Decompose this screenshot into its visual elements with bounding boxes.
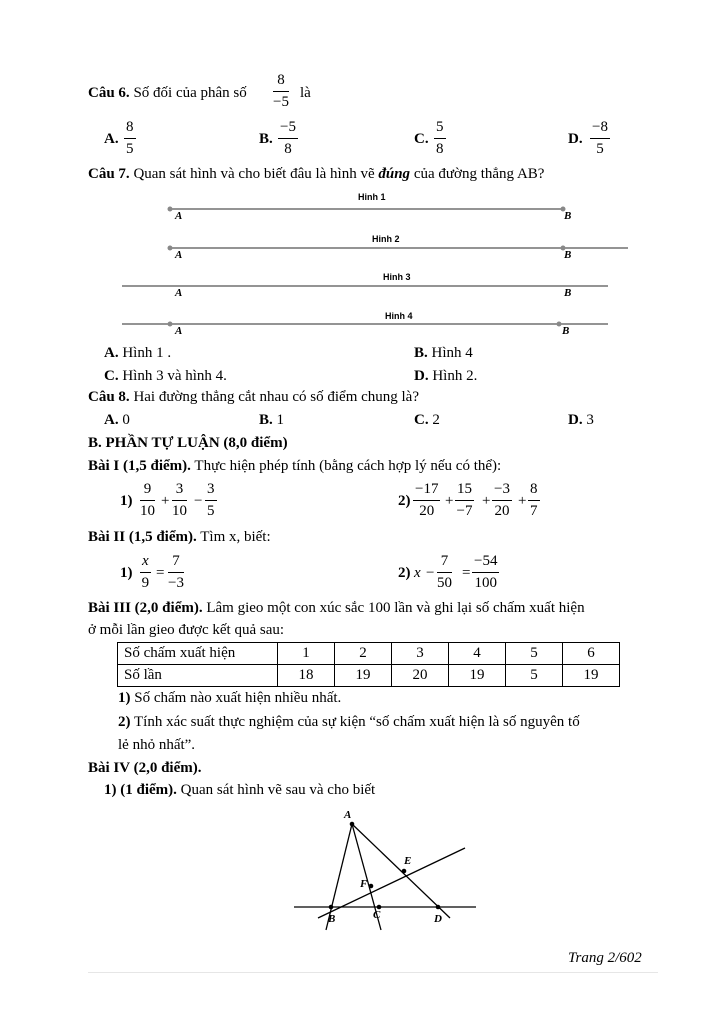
b1-p1-op1: +	[161, 493, 170, 509]
b2-text: Tìm x, biết:	[200, 529, 271, 545]
q8-option-a-text: 0	[122, 412, 130, 428]
part-b-title: B. PHẦN TỰ LUẬN (8,0 điểm)	[88, 435, 288, 451]
table-cell: 5	[506, 643, 563, 665]
frac-den: 100	[474, 575, 497, 591]
b3-q1-key: 1)	[118, 690, 131, 706]
q6-option-c-num: 5	[436, 119, 444, 135]
b3-q2-key: 2)	[118, 714, 131, 730]
q6-option-a-num: 8	[126, 119, 134, 135]
q7-option-a-key: A.	[104, 345, 119, 361]
frac-den: −7	[456, 503, 473, 519]
frac-num: 7	[440, 553, 449, 569]
figure-4-label-b: B	[562, 325, 570, 337]
q7-option-c-key: C.	[104, 368, 119, 384]
frac-den: −3	[168, 575, 184, 591]
frac-den: 10	[172, 503, 187, 519]
table-cell: 6	[563, 643, 620, 665]
q6-option-a-key: A.	[104, 131, 119, 147]
frac-den: 9	[141, 575, 150, 591]
figure-2-label-a: A	[175, 249, 183, 261]
q6-option-d-num: −8	[592, 119, 608, 135]
table-cell: 1	[278, 643, 335, 665]
b3-q2-line2: lẻ nhỏ nhất”.	[118, 737, 196, 753]
q8-option-c-key: C.	[414, 412, 429, 428]
label-f: F	[360, 878, 368, 890]
frac-den: 20	[419, 503, 435, 519]
b4-label: Bài IV (2,0 điểm).	[88, 760, 202, 776]
q7-emphasis: đúng	[378, 166, 411, 182]
frac-num: −3	[494, 481, 510, 497]
q6-frac-den: −5	[273, 94, 289, 110]
b4-sub-text: Quan sát hình vẽ sau và cho biết	[180, 782, 376, 798]
label-c: C	[373, 909, 381, 921]
q6-option-b-den: 8	[284, 141, 292, 157]
table-cell: 5	[506, 665, 563, 687]
q8-label: Câu 8.	[88, 389, 130, 405]
table-cell: 19	[335, 665, 392, 687]
q7-label: Câu 7.	[88, 166, 130, 182]
b3-q1-text: Số chấm nào xuất hiện nhiều nhất.	[134, 690, 342, 706]
frac-num: −17	[415, 481, 439, 497]
b1-p2-op2: +	[482, 493, 491, 509]
label-e: E	[404, 855, 412, 867]
q8-option-a-key: A.	[104, 412, 119, 428]
q6-option-d-key: D.	[568, 131, 583, 147]
b1-label: Bài I (1,5 điểm).	[88, 458, 191, 474]
figure-1-label-a: A	[175, 210, 183, 222]
frac-den: 7	[530, 503, 538, 519]
q7-option-a-text: Hình 1 .	[122, 345, 172, 361]
point-e	[402, 869, 407, 874]
b1-text: Thực hiện phép tính (bằng cách hợp lý nếu có thể):	[194, 458, 502, 474]
q6-option-a-den: 5	[126, 141, 134, 157]
point-b	[329, 905, 334, 910]
label-a: A	[344, 809, 352, 821]
figure-3-label-a: A	[175, 287, 183, 299]
q8-option-d-text: 3	[586, 412, 594, 428]
figure-2-label-b: B	[564, 249, 572, 261]
q6-text-after: là	[300, 85, 311, 101]
b3-label: Bài III (2,0 điểm).	[88, 600, 203, 616]
b2-p2-key: 2)	[398, 565, 411, 581]
q7-option-b-text: Hình 4	[431, 345, 473, 361]
frac-den: 50	[437, 575, 452, 591]
b1-p2-key: 2)	[398, 493, 411, 509]
frac-num: 8	[530, 481, 538, 497]
q6-option-b-num: −5	[280, 119, 296, 135]
q7-text-after: của đường thẳng AB?	[413, 166, 545, 182]
label-b: B	[328, 913, 336, 925]
figure-2-title: Hinh 2	[372, 234, 400, 244]
q8-option-c-text: 2	[432, 412, 440, 428]
b3-text1: Lâm gieo một con xúc sắc 100 lần và ghi lại số chấm xuất hiện	[206, 600, 585, 616]
q6-option-c-den: 8	[436, 141, 444, 157]
b3-q2-text: Tính xác suất thực nghiệm của sự kiện “số chấm xuất hiện là số nguyên tố	[133, 714, 580, 730]
footer-divider	[88, 972, 658, 973]
frac-num: 7	[172, 553, 180, 569]
figure-3-label-b: B	[564, 287, 572, 299]
q6-label: Câu 6.	[88, 85, 130, 101]
table-cell: Số chấm xuất hiện	[118, 643, 278, 665]
q8-option-b-text: 1	[276, 412, 285, 428]
figure-1-label-b: B	[564, 210, 572, 222]
b1-p1-op2: −	[194, 493, 203, 509]
point-d	[436, 905, 441, 910]
frac-num: x	[142, 553, 149, 569]
q6-text-before: Số đối của phân số	[133, 85, 247, 101]
table-cell: 19	[449, 665, 506, 687]
q7-option-d-key: D.	[414, 368, 429, 384]
table-cell: 20	[392, 665, 449, 687]
frac-den: 5	[207, 503, 215, 519]
table-cell: 3	[392, 643, 449, 665]
b4-sub-label: 1) (1 điểm).	[104, 782, 177, 798]
q7-option-c-text: Hình 3 và hình 4.	[122, 368, 227, 384]
figure-1-title: Hinh 1	[358, 192, 386, 202]
b2-label: Bài II (1,5 điểm).	[88, 529, 197, 545]
b2-p2-op: −	[426, 565, 435, 581]
q6-option-d-den: 5	[596, 141, 604, 157]
b2-p2-x: x	[414, 565, 421, 581]
b1-p2-op3: +	[518, 493, 527, 509]
q8-option-b-key: B.	[259, 412, 273, 428]
q8-option-d-key: D.	[568, 412, 583, 428]
table-cell: 19	[563, 665, 620, 687]
b1-p2-op1: +	[445, 493, 454, 509]
frac-num: 3	[175, 481, 184, 497]
q6-option-c-key: C.	[414, 131, 429, 147]
q7-option-b-key: B.	[414, 345, 428, 361]
frac-den: 20	[494, 503, 510, 519]
b3-text2: ở mỗi lần gieo được kết quả sau:	[88, 622, 285, 638]
table-cell: 18	[278, 665, 335, 687]
table-cell: 2	[335, 643, 392, 665]
q7-text-before: Quan sát hình và cho biết đâu là hình vẽ	[133, 166, 375, 182]
q6-option-b-key: B.	[259, 131, 273, 147]
q8-text: Hai đường thẳng cắt nhau có số điểm chung là?	[133, 389, 420, 405]
point-a	[350, 822, 355, 827]
figure-4-title: Hinh 4	[385, 311, 413, 321]
frac-num: 3	[207, 481, 215, 497]
b2-p2-eq: =	[462, 565, 471, 581]
label-d: D	[434, 913, 442, 925]
point-f	[369, 884, 374, 889]
line-ad	[352, 824, 450, 918]
table-cell: Số lần	[118, 665, 278, 687]
b2-p1-eq: =	[156, 565, 165, 581]
b1-p1-key: 1)	[120, 493, 133, 509]
frac-den: 10	[140, 503, 155, 519]
table-cell: 4	[449, 643, 506, 665]
figure-4-label-a: A	[175, 325, 183, 337]
frac-num: 15	[457, 481, 472, 497]
page-number: Trang 2/602	[568, 950, 642, 966]
frac-num: 9	[143, 481, 152, 497]
figure-3-title: Hinh 3	[383, 272, 411, 282]
q7-option-d-text: Hình 2.	[432, 368, 478, 384]
b2-p1-key: 1)	[120, 565, 133, 581]
q6-frac-num: 8	[277, 72, 285, 88]
frac-num: −54	[474, 553, 498, 569]
